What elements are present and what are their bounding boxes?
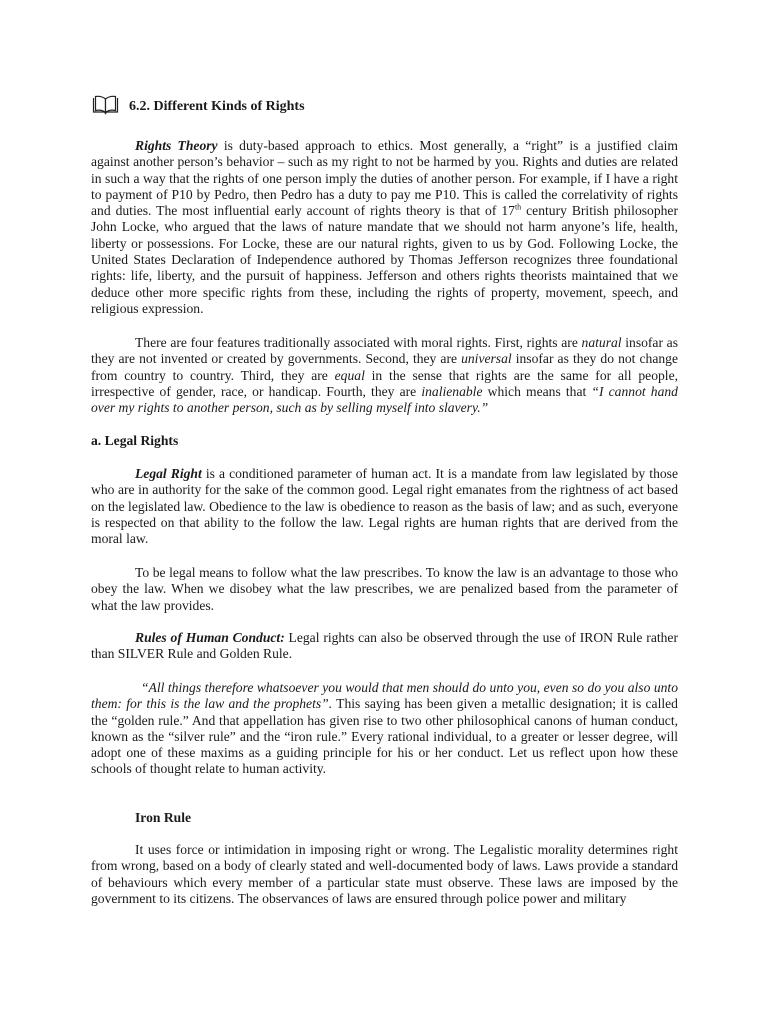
subheading-legal-rights: a. Legal Rights	[91, 433, 179, 448]
moral-rights-features-paragraph	[91, 335, 678, 416]
paragraph-text: is a conditioned parameter of human act. It is a mandate from law legislated by those who are in authority for the sake of the common good. Legal right emanates from the rightness of act based on the legislated law. Obedience to the law is obedience to reason as the basis of law; and as such, everyone is respected on that ability to the follow the law. Legal rights are human rights that are derived from the moral law.	[91, 466, 678, 547]
paragraph-text: which means that	[482, 383, 592, 399]
paragraph-text: in the sense that rights are the same for all people, irrespective of gender, race, or handicap. Fourth, they are	[91, 367, 678, 399]
golden-rule-quote: “All things therefore whatsoever you would that men should do unto you, even so do you also unto them: for this is the law and the prophets”.	[91, 680, 678, 712]
paragraph-text: century British philosopher John Locke, who argued that the laws of nature mandate that we should not harm anyone’s life, health, liberty or possessions. For Locke, these are our natural rights, given to us by God. Following Locke, the United States Declaration of Independence authored by Thomas Jefferson recognizes three foundational rights: life, liberty, and the pursuit of happiness. Jefferson and others rights theorists maintained that we deduce other more specific rights from these, including the rights of property, movement, speech, and religious expression.	[91, 203, 678, 316]
paragraph-text: Legal rights can also be observed through the use of IRON Rule rather than SILVER Rule and Golden Rule.	[91, 630, 678, 662]
emphasis-inalienable: inalienable	[421, 383, 483, 399]
paragraph-text: It uses force or intimidation in imposing right or wrong. The Legalistic morality determines right from wrong, based on a body of clearly stated and well-documented body of laws. Laws provide a standard of behaviours which every member of a particular state must observe. These laws are imposed by the government to its citizens. The observances of laws are ensured through police power and military	[91, 842, 678, 906]
legal-right-paragraph	[91, 466, 678, 547]
rules-of-conduct-paragraph	[91, 630, 678, 663]
subheading-iron-rule: Iron Rule	[135, 810, 192, 825]
paragraph-text: This saying has been given a metallic designation; it is called the “golden rule.” And that appellation has given rise to two other philosophical canons of human conduct, known as the “silver rule” and the “iron rule.” Every rational individual, to a greater or lesser degree, will adopt one of these maxims as a guiding principle for his or her conduct. Let us reflect upon how these schools of thought relate to human activity.	[91, 696, 678, 777]
emphasis-equal: equal	[334, 367, 365, 383]
golden-rule-paragraph	[91, 680, 678, 778]
legal-right-term: Legal Right	[135, 466, 202, 481]
paragraph-text: is duty-based approach to ethics. Most generally, a “right” is a justified claim against another person’s behavior – such as my right to not be harmed by you. Rights and duties are related in such a way that the rights of one person imply the duties of another person. For example, if I have a right to payment of P10 by Pedro, then Pedro has a duty to pay me P10. This is called the correlativity of rights and duties. The most influential early account of rights theory is that of 17	[91, 138, 678, 219]
paragraph-text: insofar as they are not invented or created by governments. Second, they are	[91, 335, 678, 367]
inalienable-quote: “I cannot hand over my rights to another person, such as by selling myself into slavery.”	[91, 383, 678, 416]
paragraph-text: There are four features traditionally associated with moral rights. First, rights are	[135, 335, 582, 350]
superscript: th	[514, 202, 522, 212]
open-book-icon	[92, 95, 119, 115]
rules-of-conduct-term: Rules of Human Conduct:	[135, 630, 285, 645]
emphasis-universal: universal	[461, 351, 512, 367]
to-be-legal-paragraph	[91, 565, 678, 614]
section-title: 6.2. Different Kinds of Rights	[129, 98, 305, 114]
paragraph-text: insofar as they do not change from country to country. Third, they are	[91, 351, 678, 383]
rights-theory-paragraph	[91, 138, 678, 317]
iron-rule-paragraph	[91, 842, 678, 907]
emphasis-natural: natural	[581, 335, 622, 350]
rights-theory-term: Rights Theory	[135, 138, 218, 153]
section-heading	[92, 95, 305, 115]
paragraph-text: To be legal means to follow what the law prescribes. To know the law is an advantage to those who obey the law. When we disobey what the law prescribes, we are penalized based from the parameter of what the law provides.	[91, 565, 678, 613]
